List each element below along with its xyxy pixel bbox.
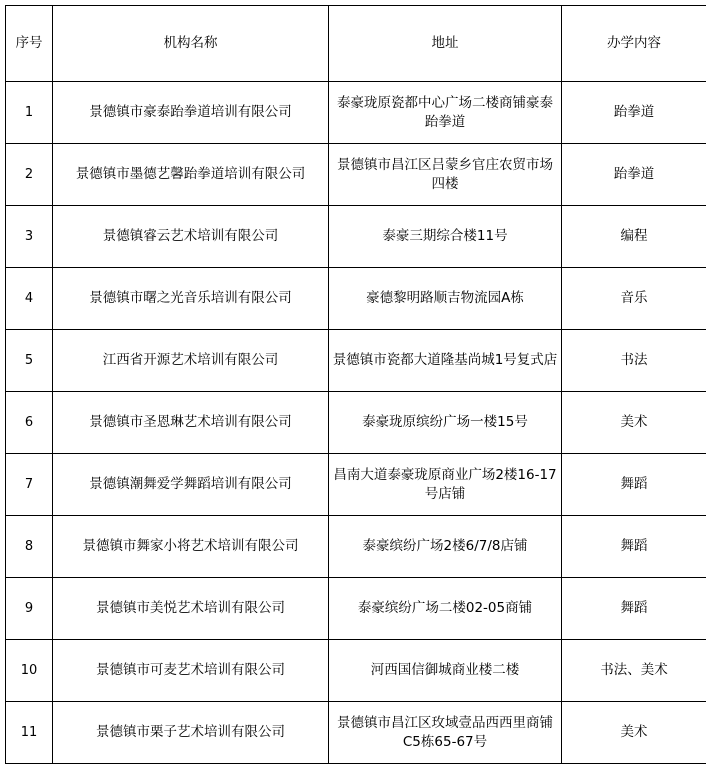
table-row bbox=[6, 454, 706, 516]
cell-content: 跆拳道 bbox=[562, 82, 706, 144]
header-address: 地址 bbox=[329, 6, 562, 82]
cell-content: 美术 bbox=[562, 702, 706, 764]
cell-content: 舞蹈 bbox=[562, 578, 706, 640]
table-row bbox=[6, 392, 706, 454]
header-content: 办学内容 bbox=[562, 6, 706, 82]
cell-name: 景德镇市可麦艺术培训有限公司 bbox=[53, 640, 329, 702]
cell-no: 2 bbox=[6, 144, 53, 206]
cell-content: 跆拳道 bbox=[562, 144, 706, 206]
cell-no: 8 bbox=[6, 516, 53, 578]
cell-no: 5 bbox=[6, 330, 53, 392]
table-row bbox=[6, 516, 706, 578]
table-row bbox=[6, 82, 706, 144]
cell-content: 音乐 bbox=[562, 268, 706, 330]
table-row bbox=[6, 206, 706, 268]
header-row bbox=[6, 6, 706, 82]
table-row bbox=[6, 268, 706, 330]
cell-no: 7 bbox=[6, 454, 53, 516]
cell-address: 泰豪珑原瓷都中心广场二楼商铺豪泰跆拳道 bbox=[329, 82, 562, 144]
cell-name: 景德镇睿云艺术培训有限公司 bbox=[53, 206, 329, 268]
cell-no: 9 bbox=[6, 578, 53, 640]
cell-name: 景德镇市豪泰跆拳道培训有限公司 bbox=[53, 82, 329, 144]
cell-name: 景德镇市栗子艺术培训有限公司 bbox=[53, 702, 329, 764]
cell-content: 舞蹈 bbox=[562, 454, 706, 516]
table-row bbox=[6, 330, 706, 392]
cell-address: 泰豪缤纷广场二楼02-05商铺 bbox=[329, 578, 562, 640]
cell-content: 书法 bbox=[562, 330, 706, 392]
header-no: 序号 bbox=[6, 6, 53, 82]
cell-content: 美术 bbox=[562, 392, 706, 454]
table-row bbox=[6, 578, 706, 640]
cell-name: 景德镇市舞家小将艺术培训有限公司 bbox=[53, 516, 329, 578]
cell-no: 11 bbox=[6, 702, 53, 764]
cell-address: 景德镇市昌江区玫域壹品西西里商铺C5栋65-67号 bbox=[329, 702, 562, 764]
cell-address: 昌南大道泰豪珑原商业广场2楼16-17号店铺 bbox=[329, 454, 562, 516]
table-row bbox=[6, 640, 706, 702]
cell-address: 泰豪缤纷广场2楼6/7/8店铺 bbox=[329, 516, 562, 578]
cell-content: 书法、美术 bbox=[562, 640, 706, 702]
cell-address: 景德镇市昌江区吕蒙乡官庄农贸市场四楼 bbox=[329, 144, 562, 206]
table-row bbox=[6, 144, 706, 206]
cell-name: 江西省开源艺术培训有限公司 bbox=[53, 330, 329, 392]
cell-address: 泰豪三期综合楼11号 bbox=[329, 206, 562, 268]
cell-no: 10 bbox=[6, 640, 53, 702]
cell-no: 6 bbox=[6, 392, 53, 454]
cell-address: 景德镇市瓷都大道隆基尚城1号复式店 bbox=[329, 330, 562, 392]
cell-name: 景德镇潮舞爱学舞蹈培训有限公司 bbox=[53, 454, 329, 516]
cell-name: 景德镇市墨德艺馨跆拳道培训有限公司 bbox=[53, 144, 329, 206]
cell-content: 编程 bbox=[562, 206, 706, 268]
cell-no: 1 bbox=[6, 82, 53, 144]
table-row bbox=[6, 702, 706, 764]
header-name: 机构名称 bbox=[53, 6, 329, 82]
cell-name: 景德镇市曙之光音乐培训有限公司 bbox=[53, 268, 329, 330]
cell-content: 舞蹈 bbox=[562, 516, 706, 578]
cell-address: 豪德黎明路顺吉物流园A栋 bbox=[329, 268, 562, 330]
cell-name: 景德镇市圣恩琳艺术培训有限公司 bbox=[53, 392, 329, 454]
cell-no: 3 bbox=[6, 206, 53, 268]
institution-table bbox=[5, 5, 706, 764]
cell-address: 河西国信御城商业楼二楼 bbox=[329, 640, 562, 702]
cell-name: 景德镇市美悦艺术培训有限公司 bbox=[53, 578, 329, 640]
cell-address: 泰豪珑原缤纷广场一楼15号 bbox=[329, 392, 562, 454]
cell-no: 4 bbox=[6, 268, 53, 330]
